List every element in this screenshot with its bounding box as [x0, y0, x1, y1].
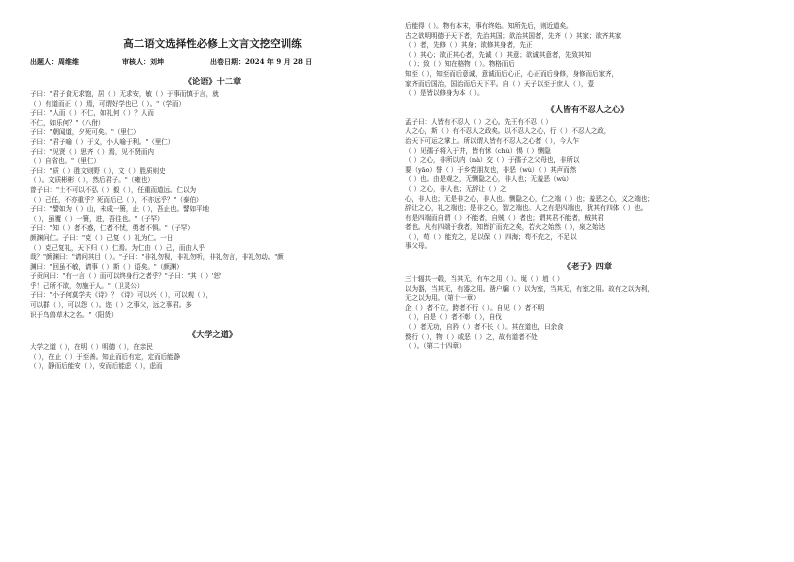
text-line: 子贡问曰："有一言（ ）而可以终身行之者乎？"子曰："其（ ）'恕' [30, 272, 222, 281]
text-line: 大学之道（ ），在明（ ）明德（ ），在亲民 [30, 343, 153, 352]
text-line: 乎！己所不欲，勿施于人。"（卫灵公） [30, 281, 144, 290]
text-line: （ ）者，先修（ ）其身；欲修其身者，先正 [405, 41, 533, 50]
text-line: 治天下可运之掌上。所以谓人皆有不忍人之心者（ ），今人乍 [405, 136, 580, 145]
page-title: 高二语文选择性必修上文言文挖空训练 [123, 38, 302, 50]
text-line: （ ）也。由是观之，无恻隐之心，非人也；无羞恶（wù） [405, 175, 573, 184]
section-title-lunyu: 《论语》十二章 [183, 76, 242, 86]
text-line: （ ）见孺子将入于井，皆有怵（chù）惕（ ）恻隐 [405, 146, 551, 155]
text-line: 企（ ）者不立，跨者不行（ ）。自见（ ）者不明 [405, 303, 545, 312]
worksheet [30, 22, 770, 547]
text-line: 孟子曰：人皆有不忍人（ ）之心。先王有不忍（ ） [405, 117, 552, 126]
text-line: 渊曰："回虽不敏，请事（ ）斯（ ）语矣。"（颜渊） [30, 262, 183, 271]
text-line: 知至（ ），知至而后意诚，意诚而后心正，心正而后身修，身修而后家齐， [405, 69, 618, 78]
left-column [30, 22, 395, 372]
text-line: 子曰："譬如为（ ）山，未成一篑，止（ ），吾止也。譬如平地 [30, 205, 209, 214]
text-line: 后能得（ ）。物有本末，事有终始。知所先后，则近道矣。 [405, 22, 573, 30]
text-line: 要（yāo）誉（ ）于乡党朋友也，非恶（wù）（ ）其声而然 [405, 165, 577, 174]
text-line: （ ）己任，不亦重乎？死而后已（ ），不亦远乎？"（泰伯） [30, 195, 203, 204]
reviewer-label: 审核人：刘坤 [122, 57, 164, 66]
text-line: （ ）克己复礼，天下归（ ）仁焉。为仁由（ ）己，而由人乎 [30, 243, 205, 252]
text-line: （ ）有道而正（ ）焉，可谓好学也已（ ）。"（学而） [30, 99, 185, 108]
daxue-text-continued [405, 22, 770, 99]
text-line: 子曰："君子食无求饱，居（ ）无求安，敏（ ）于事而慎于言，就 [30, 90, 219, 98]
text-line: 曾子曰："士不可以不弘（ ）毅（ ），任重而道远。仁以为 [30, 185, 196, 194]
text-line: （ ），在止（ ）于至善。知止而后有定，定而后能静 [30, 352, 181, 361]
text-line: 子曰："质（ ）胜文则野（ ），文（ ）胜质则史 [30, 166, 166, 175]
section-title-daxue: 《大学之道》 [187, 329, 238, 340]
text-line: 有是四端而自谓（ ）不能者，自贼（ ）者也；谓其君不能者，贼其君 [405, 213, 604, 222]
text-line: （ ）之心，非所以内（nà）交（ ）于孺子之父母也，非所以 [405, 156, 580, 165]
text-line: 人之心，斯（ ）有不忍人之政矣。以不忍人之心，行（ ）不忍人之政， [405, 127, 611, 136]
text-line: （ ）；致（ ）知在格物（ ）。物格而后 [405, 60, 515, 69]
author-label: 出题人：周维维 [30, 57, 79, 66]
text-line: 识于鸟兽草木之名。"（阳货） [30, 310, 118, 319]
section-title-mengzi: 《人皆有不忍人之心》 [546, 103, 629, 114]
lunyu-text [30, 90, 395, 320]
text-line: 子曰："知（ ）者不惑，仁者不忧，勇者不惧。"（子罕） [30, 224, 194, 233]
text-line: （ ），虽覆（ ）一篑，进，吾往也。"（子罕） [30, 214, 164, 223]
text-line: （ ）之心，非人也；无辞让（ ）之 [405, 184, 507, 193]
mengzi-text [405, 118, 770, 252]
text-line: （ ），自是（ ）者不彰（ ），自伐 [405, 313, 502, 322]
text-line: 子曰："人而（ ）不仁，如礼何（ ）？人而 [30, 109, 154, 118]
text-line: 子曰："朝闻道，夕死可矣。"（里仁） [30, 128, 140, 137]
text-line: 无之以为用。（第十一章） [405, 294, 480, 303]
text-line: 三十辐共一毂，当其无，有车之用（ ）。埏（ ）埴（ ） [405, 275, 564, 284]
text-line: 子曰："小子何莫学夫《诗》？《诗》可以兴（ ），可以观（ ）， [30, 291, 213, 300]
text-line: （ ）者无功，自矜（ ）者不长（ ）。其在道也，曰余食 [405, 323, 564, 332]
text-line: 事父母。 [405, 242, 431, 251]
meta-row [30, 56, 395, 68]
text-line: 心，非人也；无是非之心，非人也。恻隐之心，仁之端（ ）也；羞恶之心，义之端也； [405, 194, 654, 203]
text-line: （ ），苟（ ）能充之，足以保（ ）四海；苟不充之，不足以 [405, 232, 577, 241]
text-line: 不仁，如乐何？"（八佾） [30, 118, 105, 127]
section-title-laozi: 《老子》四章 [562, 261, 613, 272]
text-line: 以为器，当其无，有器之用。凿户牖（ ）以为室，当其无，有室之用。故有之以为利， [405, 284, 654, 293]
text-line: 哉？"颜渊曰："请问其目（ ）。"子曰："非礼勿视，非礼勿听，非礼勿言，非礼勿动。"颜 [30, 253, 284, 262]
text-line: （ ）是皆以修身为本（ ）。 [405, 89, 484, 98]
text-line: 可以群（ ），可以怨（ ）。迩（ ）之事父，远之事君。多 [30, 301, 192, 310]
text-line: 颜渊问仁。子曰："克（ ）己复（ ）礼为仁。一日 [30, 233, 174, 242]
text-line: 赘行（ ），物（ ）或恶（ ）之，故有道者不处 [405, 332, 538, 341]
laozi-text [405, 275, 770, 352]
text-line: 子曰："君子喻（ ）于义，小人喻于利。"（里仁） [30, 137, 175, 146]
daxue-text [30, 343, 395, 372]
text-line: （ ）。文质彬彬（ ），然后君子。"（雍也） [30, 176, 154, 185]
date-label: 出卷日期：2024 年 9 月 28 日 [210, 57, 313, 66]
text-line: 古之欲明明德于天下者，先治其国；欲治其国者，先齐（ ）其家；欲齐其家 [405, 31, 622, 40]
text-line: （ ）其心；欲正其心者，先诚（ ）其意；欲诚其意者，先致其知 [405, 50, 591, 59]
text-line: （ ）自省也。"（里仁） [30, 157, 100, 166]
text-line: 者也。凡有四端于我者，知皆扩而充之矣，若火之始然（ ），泉之始达 [405, 223, 606, 232]
text-line: 子曰："见贤（ ）思齐（ ）焉，见不贤而内 [30, 147, 154, 156]
text-line: 家齐而后国治，国治而后天下平。自（ ）天子以至于庶人（ ），壹 [405, 79, 595, 88]
text-line: 辞让之心，礼之端也；是非之心，智之端也。人之有是四端也，犹其有四体（ ）也。 [405, 204, 648, 213]
text-line: （ ），静而后能安（ ），安而后能虑（ ），虑而 [30, 362, 163, 371]
text-line: （ ）。（第二十四章） [405, 342, 466, 351]
right-column [405, 22, 770, 352]
